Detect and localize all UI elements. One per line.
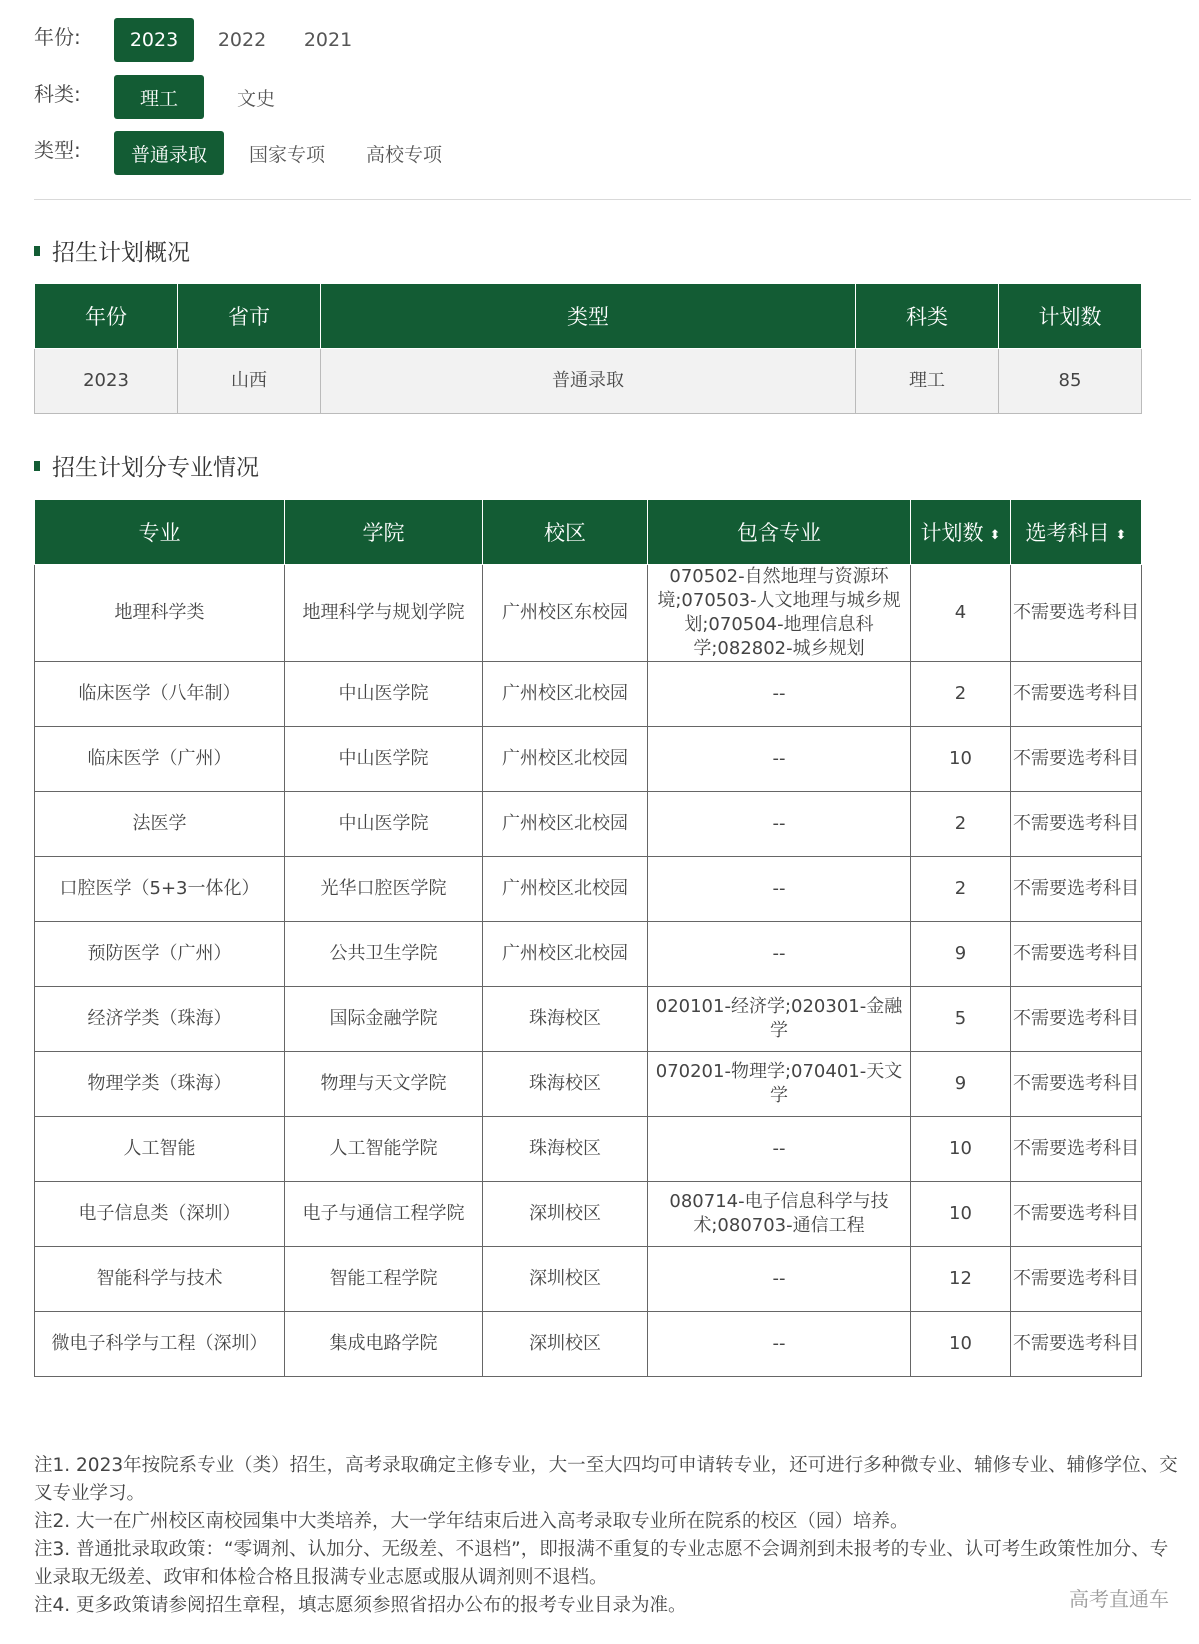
overview-header-row bbox=[35, 284, 1142, 349]
cell-subjects: 不需要选考科目 bbox=[1011, 662, 1142, 727]
table-row bbox=[35, 922, 1142, 987]
cell-included: 070502-自然地理与资源环境;070503-人文地理与城乡规划;070504-地理信息科学;082802-城乡规划 bbox=[648, 565, 911, 662]
cell-plan: 12 bbox=[911, 1247, 1011, 1312]
cell-plan: 5 bbox=[911, 987, 1011, 1052]
year-option-2023[interactable]: 2023 bbox=[114, 18, 194, 62]
cell-campus: 珠海校区 bbox=[483, 987, 648, 1052]
cell-college: 智能工程学院 bbox=[285, 1247, 483, 1312]
cell-subjects: 不需要选考科目 bbox=[1011, 1312, 1142, 1377]
cell-major: 智能科学与技术 bbox=[35, 1247, 285, 1312]
table-row bbox=[35, 857, 1142, 922]
cell-included: -- bbox=[648, 727, 911, 792]
overview-row bbox=[35, 349, 1142, 414]
table-row bbox=[35, 1117, 1142, 1182]
note-3: 注3. 普通批录取政策：“零调剂、认加分、无级差、不退档”，即报满不重复的专业志愿不会调剂到未报考的专业、认可考生政策性加分、专业录取无级差、政审和体检合格且报满专业志愿或服从调剂则不退档。 bbox=[34, 1539, 1169, 1588]
type-option-national[interactable]: 国家专项 bbox=[248, 143, 325, 166]
cell-major: 电子信息类（深圳） bbox=[35, 1182, 285, 1247]
table-row bbox=[35, 1247, 1142, 1312]
cell-plan: 10 bbox=[911, 1182, 1011, 1247]
filter-divider bbox=[34, 199, 1191, 200]
cell-included: 080714-电子信息科学与技术;080703-通信工程 bbox=[648, 1182, 911, 1247]
cell-campus: 广州校区东校园 bbox=[483, 565, 648, 662]
cell-included: -- bbox=[648, 1117, 911, 1182]
cell-campus: 深圳校区 bbox=[483, 1182, 648, 1247]
majors-title: 招生计划分专业情况 bbox=[52, 455, 259, 481]
table-row bbox=[35, 662, 1142, 727]
cell-plan: 9 bbox=[911, 1052, 1011, 1117]
cell-included: -- bbox=[648, 1312, 911, 1377]
overview-cell-plan: 85 bbox=[999, 349, 1142, 414]
table-row bbox=[35, 987, 1142, 1052]
overview-header-type: 类型 bbox=[321, 284, 856, 349]
note-4: 注4. 更多政策请参阅招生章程，填志愿须参照省招办公布的报考专业目录为准。 bbox=[34, 1595, 687, 1616]
cell-plan: 2 bbox=[911, 662, 1011, 727]
cell-included: -- bbox=[648, 792, 911, 857]
sort-updown-icon[interactable]: ⬍ bbox=[1115, 528, 1127, 543]
type-option-regular[interactable]: 普通录取 bbox=[114, 131, 224, 175]
filter-subject-row bbox=[34, 75, 308, 119]
cell-college: 中山医学院 bbox=[285, 727, 483, 792]
table-row bbox=[35, 565, 1142, 662]
type-option-university[interactable]: 高校专项 bbox=[365, 143, 442, 166]
cell-campus: 珠海校区 bbox=[483, 1117, 648, 1182]
cell-subjects: 不需要选考科目 bbox=[1011, 1182, 1142, 1247]
filter-type-label: 类型: bbox=[34, 137, 81, 162]
year-option-2021[interactable]: 2021 bbox=[303, 29, 353, 51]
cell-college: 光华口腔医学院 bbox=[285, 857, 483, 922]
watermark: 高考直通车 bbox=[1069, 1587, 1169, 1611]
cell-included: -- bbox=[648, 662, 911, 727]
notes bbox=[34, 1452, 1184, 1620]
subject-option-arts[interactable]: 文史 bbox=[236, 87, 275, 110]
cell-subjects: 不需要选考科目 bbox=[1011, 987, 1142, 1052]
overview-table bbox=[34, 283, 1142, 414]
cell-college: 电子与通信工程学院 bbox=[285, 1182, 483, 1247]
overview-header-province: 省市 bbox=[178, 284, 321, 349]
cell-plan: 2 bbox=[911, 792, 1011, 857]
cell-major: 临床医学（广州） bbox=[35, 727, 285, 792]
majors-header-major: 专业 bbox=[35, 500, 285, 565]
cell-subjects: 不需要选考科目 bbox=[1011, 792, 1142, 857]
cell-college: 地理科学与规划学院 bbox=[285, 565, 483, 662]
cell-major: 地理科学类 bbox=[35, 565, 285, 662]
cell-major: 物理学类（珠海） bbox=[35, 1052, 285, 1117]
filter-subject-label: 科类: bbox=[34, 81, 81, 106]
section-marker-icon bbox=[34, 461, 40, 471]
cell-major: 微电子科学与工程（深圳） bbox=[35, 1312, 285, 1377]
cell-subjects: 不需要选考科目 bbox=[1011, 727, 1142, 792]
cell-college: 集成电路学院 bbox=[285, 1312, 483, 1377]
cell-plan: 4 bbox=[911, 565, 1011, 662]
cell-college: 人工智能学院 bbox=[285, 1117, 483, 1182]
majors-header-subjects: 选考科目 bbox=[1025, 521, 1110, 545]
cell-included: -- bbox=[648, 922, 911, 987]
section-marker-icon bbox=[34, 246, 40, 256]
cell-subjects: 不需要选考科目 bbox=[1011, 922, 1142, 987]
cell-subjects: 不需要选考科目 bbox=[1011, 565, 1142, 662]
filter-type-row bbox=[34, 131, 458, 175]
overview-cell-province: 山西 bbox=[178, 349, 321, 414]
cell-campus: 珠海校区 bbox=[483, 1052, 648, 1117]
cell-plan: 10 bbox=[911, 1312, 1011, 1377]
subject-option-science[interactable]: 理工 bbox=[114, 75, 204, 119]
cell-campus: 深圳校区 bbox=[483, 1312, 648, 1377]
majors-table-body bbox=[35, 565, 1142, 1377]
cell-college: 物理与天文学院 bbox=[285, 1052, 483, 1117]
year-option-2022[interactable]: 2022 bbox=[217, 29, 267, 51]
cell-campus: 广州校区北校园 bbox=[483, 662, 648, 727]
cell-included: 020101-经济学;020301-金融学 bbox=[648, 987, 911, 1052]
cell-subjects: 不需要选考科目 bbox=[1011, 857, 1142, 922]
cell-major: 临床医学（八年制） bbox=[35, 662, 285, 727]
cell-college: 国际金融学院 bbox=[285, 987, 483, 1052]
majors-table bbox=[34, 499, 1142, 1377]
filter-year-label: 年份: bbox=[34, 24, 81, 49]
cell-plan: 10 bbox=[911, 1117, 1011, 1182]
table-row bbox=[35, 727, 1142, 792]
majors-section-title bbox=[34, 449, 259, 482]
overview-header-subject: 科类 bbox=[856, 284, 999, 349]
cell-subjects: 不需要选考科目 bbox=[1011, 1117, 1142, 1182]
cell-plan: 10 bbox=[911, 727, 1011, 792]
cell-subjects: 不需要选考科目 bbox=[1011, 1052, 1142, 1117]
sort-updown-icon[interactable]: ⬍ bbox=[989, 528, 1001, 543]
majors-header-plan: 计划数 bbox=[920, 521, 984, 545]
cell-subjects: 不需要选考科目 bbox=[1011, 1247, 1142, 1312]
cell-included: -- bbox=[648, 857, 911, 922]
majors-header-subjects-sortable[interactable] bbox=[1011, 500, 1142, 565]
cell-included: 070201-物理学;070401-天文学 bbox=[648, 1052, 911, 1117]
majors-header-included: 包含专业 bbox=[648, 500, 911, 565]
cell-campus: 广州校区北校园 bbox=[483, 727, 648, 792]
table-row bbox=[35, 792, 1142, 857]
cell-major: 法医学 bbox=[35, 792, 285, 857]
majors-header-college: 学院 bbox=[285, 500, 483, 565]
majors-header-plan-sortable[interactable] bbox=[911, 500, 1011, 565]
cell-plan: 2 bbox=[911, 857, 1011, 922]
cell-campus: 广州校区北校园 bbox=[483, 792, 648, 857]
table-row bbox=[35, 1182, 1142, 1247]
filter-year-row bbox=[34, 18, 366, 62]
cell-major: 口腔医学（5+3一体化） bbox=[35, 857, 285, 922]
cell-included: -- bbox=[648, 1247, 911, 1312]
cell-major: 人工智能 bbox=[35, 1117, 285, 1182]
overview-header-year: 年份 bbox=[35, 284, 178, 349]
cell-college: 中山医学院 bbox=[285, 662, 483, 727]
overview-cell-subject: 理工 bbox=[856, 349, 999, 414]
overview-section-title bbox=[34, 234, 190, 267]
cell-college: 中山医学院 bbox=[285, 792, 483, 857]
table-row bbox=[35, 1052, 1142, 1117]
overview-cell-type: 普通录取 bbox=[321, 349, 856, 414]
cell-campus: 深圳校区 bbox=[483, 1247, 648, 1312]
cell-plan: 9 bbox=[911, 922, 1011, 987]
majors-header-campus: 校区 bbox=[483, 500, 648, 565]
cell-campus: 广州校区北校园 bbox=[483, 922, 648, 987]
cell-college: 公共卫生学院 bbox=[285, 922, 483, 987]
note-1: 注1. 2023年按院系专业（类）招生，高考录取确定主修专业，大一至大四均可申请转专业，还可进行多种微专业、辅修专业、辅修学位、交叉专业学习。 bbox=[34, 1455, 1178, 1504]
overview-title: 招生计划概况 bbox=[52, 240, 190, 266]
overview-cell-year: 2023 bbox=[35, 349, 178, 414]
majors-header-row bbox=[35, 500, 1142, 565]
cell-major: 预防医学（广州） bbox=[35, 922, 285, 987]
overview-header-plan: 计划数 bbox=[999, 284, 1142, 349]
cell-campus: 广州校区北校园 bbox=[483, 857, 648, 922]
cell-major: 经济学类（珠海） bbox=[35, 987, 285, 1052]
table-row bbox=[35, 1312, 1142, 1377]
note-2: 注2. 大一在广州校区南校园集中大类培养，大一学年结束后进入高考录取专业所在院系的校区（园）培养。 bbox=[34, 1511, 909, 1532]
